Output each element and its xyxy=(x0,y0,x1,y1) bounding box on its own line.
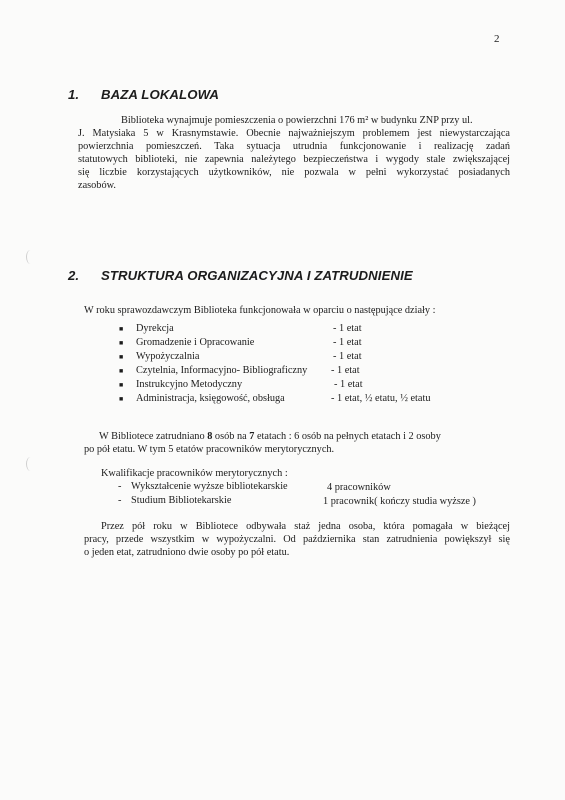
bullet-icon: ■ xyxy=(119,339,124,347)
bullet-icon: ■ xyxy=(119,381,124,389)
qualification-name: Studium Bibliotekarskie xyxy=(131,495,232,506)
bullet-icon: ■ xyxy=(119,395,124,403)
employment-text: osób na xyxy=(212,431,250,442)
section-2-number: 2. xyxy=(68,268,80,283)
department-staff: - 1 etat xyxy=(334,379,363,390)
department-staff: - 1 etat, ½ etatu, ½ etatu xyxy=(331,393,431,404)
dash-icon: - xyxy=(118,481,122,492)
section-1-line: się liczbie korzystających użytkowników, nie pozwala w pełni wykorzystać posiadanych xyxy=(78,167,510,178)
department-staff: - 1 etat xyxy=(333,323,362,334)
employment-text: etatach : 6 osób na pełnych etatach i 2 osoby xyxy=(254,431,441,442)
employment-line: po pół etatu. W tym 5 etatów pracowników merytorycznych. xyxy=(84,444,335,455)
section-1-number: 1. xyxy=(68,87,80,102)
employment-posts-count: 7 xyxy=(249,431,255,442)
bullet-icon: ■ xyxy=(119,367,124,375)
department-name: Gromadzenie i Opracowanie xyxy=(136,337,255,348)
department-staff: - 1 etat xyxy=(333,337,362,348)
department-name: Wypożyczalnia xyxy=(136,351,200,362)
punch-hole-mark xyxy=(26,250,35,264)
section-2-intro: W roku sprawozdawczym Biblioteka funkcjonowała w oparciu o następujące działy : xyxy=(84,305,436,316)
employment-text: W Bibliotece zatrudniano xyxy=(99,431,208,442)
punch-hole-mark xyxy=(26,457,35,471)
department-name: Administracja, księgowość, obsługa xyxy=(136,393,285,404)
closing-line: Przez pół roku w Bibliotece odbywała staż jedna osoba, która pomagała w bieżącej xyxy=(101,521,510,532)
section-1-line: powierzchnia pomieszczeń. Taka sytuacja utrudnia funkcjonowanie i realizację zadań xyxy=(78,141,510,152)
department-name: Dyrekcja xyxy=(136,323,174,334)
section-1-line: statutowych biblioteki, nie zapewnia należytego bezpieczeństwa i wygody stale zwiększającej xyxy=(78,154,510,165)
employment-line xyxy=(99,430,441,443)
closing-line: o jeden etat, zatrudniono dwie osoby po pół etatu. xyxy=(84,547,290,558)
qualification-count: 1 pracownik( kończy studia wyższe ) xyxy=(323,496,476,507)
department-staff: - 1 etat xyxy=(331,365,360,376)
section-1-line: J. Matysiaka 5 w Krasnymstawie. Obecnie najważniejszym problemem jest niewystarczająca xyxy=(78,128,510,139)
qualification-count: 4 pracowników xyxy=(327,482,391,493)
qualification-name: Wykształcenie wyższe bibliotekarskie xyxy=(131,481,288,492)
qualifications-heading: Kwalifikacje pracowników merytorycznych : xyxy=(101,468,288,479)
dash-icon: - xyxy=(118,495,122,506)
section-1-line: zasobów. xyxy=(78,180,116,191)
department-staff: - 1 etat xyxy=(333,351,362,362)
employment-persons-count: 8 xyxy=(207,431,213,442)
section-2-title: STRUKTURA ORGANIZACYJNA I ZATRUDNIENIE xyxy=(101,268,413,283)
department-name: Czytelnia, Informacyjno- Bibliograficzny xyxy=(136,365,308,376)
bullet-icon: ■ xyxy=(119,353,124,361)
department-name: Instrukcyjno Metodyczny xyxy=(136,379,243,390)
section-1-line: Biblioteka wynajmuje pomieszczenia o powierzchni 176 m² w budynku ZNP przy ul. xyxy=(121,115,473,126)
section-1-title: BAZA LOKALOWA xyxy=(101,87,220,102)
page-number: 2 xyxy=(494,33,500,45)
closing-line: pracy, przede wszystkim w wypożyczalni. Od października stan zatrudnienia powiększył się xyxy=(84,534,510,545)
bullet-icon: ■ xyxy=(119,325,124,333)
